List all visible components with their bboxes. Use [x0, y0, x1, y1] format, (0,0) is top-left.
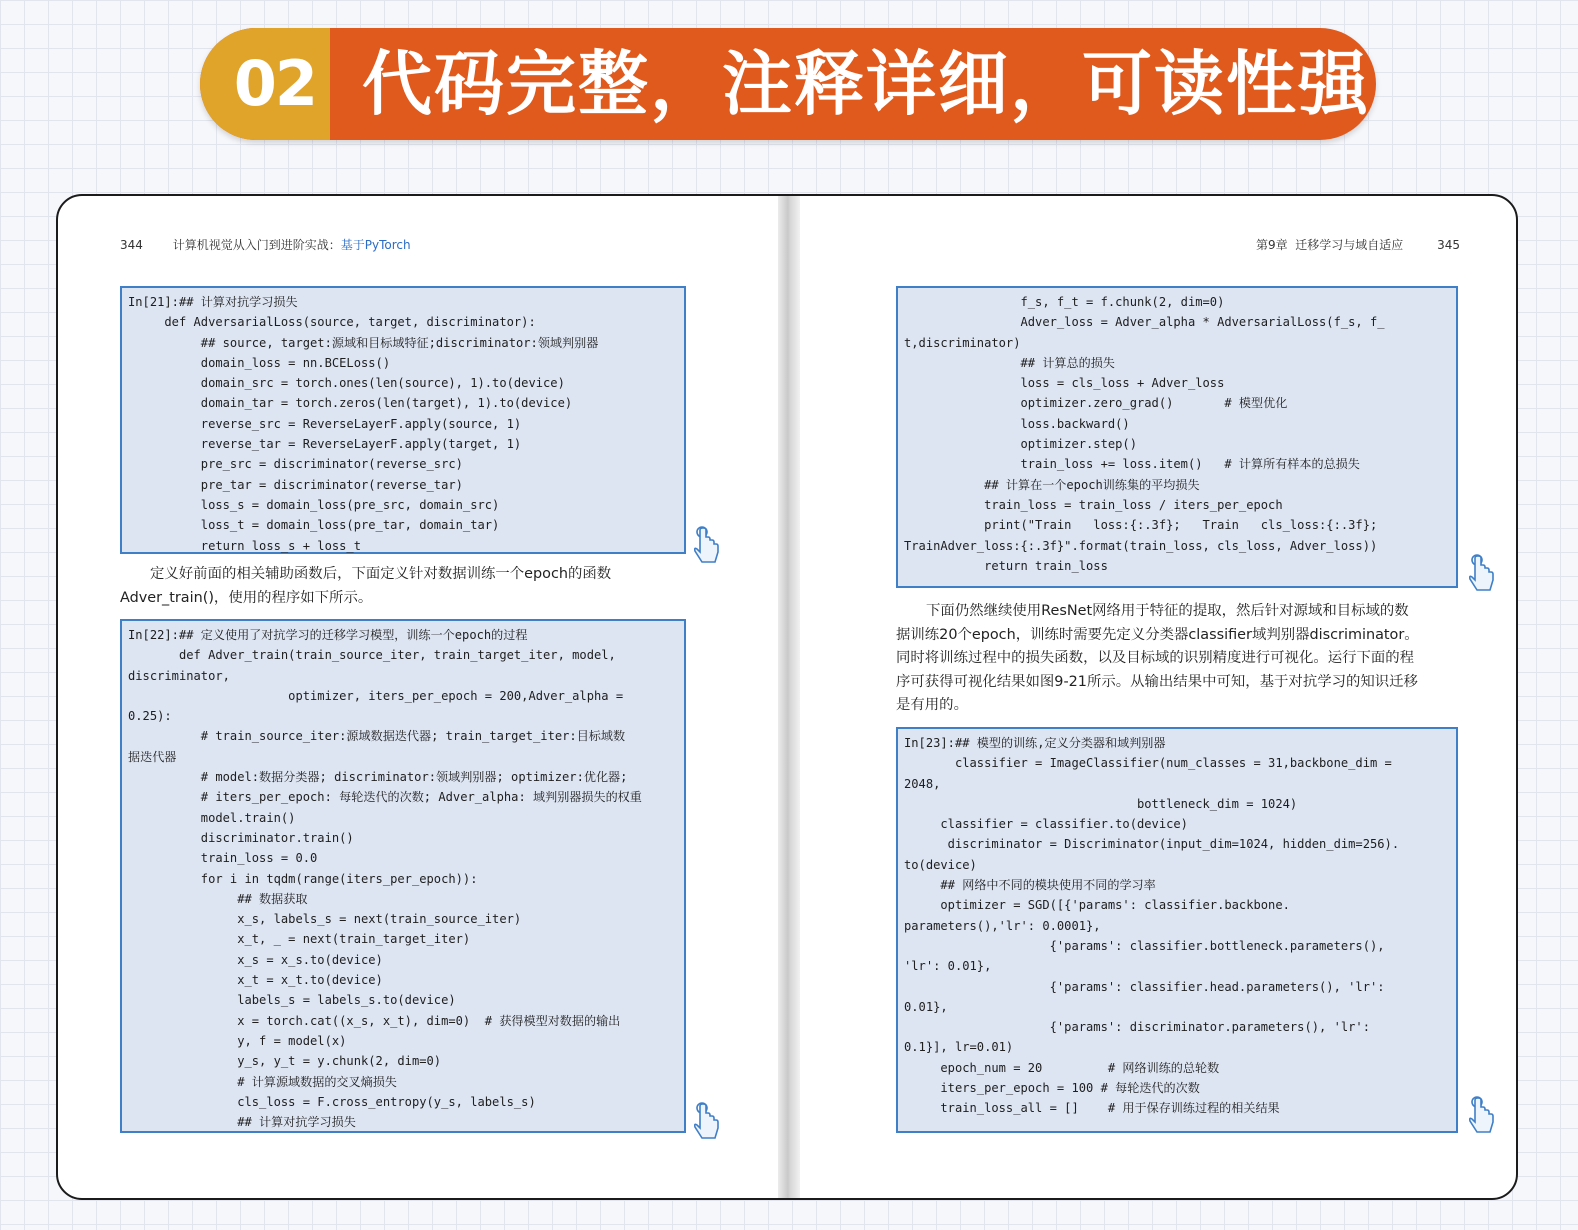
- code-line: x_s = x_s.to(device): [128, 952, 383, 967]
- code-line: bottleneck_dim = 1024): [904, 796, 1298, 811]
- code-line: ## 计算对抗学习损失: [128, 1115, 356, 1130]
- code-line: pre_src = discriminator(reverse_src): [128, 457, 463, 472]
- code-line: Adver_loss = Adver_alpha * AdversarialLoss(f_s, f_: [904, 315, 1385, 330]
- left-prose: [120, 563, 690, 610]
- pointing-hand-icon: [694, 1102, 722, 1146]
- code-line: print("Train loss:{:.3f}; Train cls_loss:{:.3f};: [904, 518, 1378, 533]
- code-line: discriminator = Discriminator(input_dim=1024, hidden_dim=256).: [904, 837, 1400, 852]
- code-line: reverse_tar = ReverseLayerF.apply(target, 1): [128, 437, 522, 452]
- feature-banner: [200, 28, 1376, 140]
- code-block-in21: [120, 286, 686, 554]
- prose-line: 同时将训练过程中的损失函数，以及目标域的识别精度进行可视化。运行下面的程: [896, 650, 1415, 667]
- pointing-hand-icon: [1469, 1096, 1497, 1140]
- code-line: ## 网络中不同的模块使用不同的学习率: [904, 878, 1156, 893]
- code-line: epoch_num = 20 # 网络训练的总轮数: [904, 1060, 1220, 1075]
- code-line: pre_tar = discriminator(reverse_tar): [128, 477, 463, 492]
- prose-line: 定义好前面的相关辅助函数后，下面定义针对数据训练一个epoch的函数: [150, 566, 612, 582]
- code-line: classifier = ImageClassifier(num_classes = 31,backbone_dim =: [904, 756, 1392, 771]
- code-line: ## 数据获取: [128, 891, 308, 906]
- code-line: # model:数据分类器; discriminator:领域判别器; optimizer:优化器;: [128, 770, 628, 785]
- code-line: def Adver_train(train_source_iter, train_target_iter, model,: [128, 648, 616, 663]
- code-line: In[21]:## 计算对抗学习损失: [128, 295, 298, 309]
- prose-line: 序可获得可视化结果如图9-21所示。从输出结果中可知，基于对抗学习的知识迁移: [896, 673, 1418, 690]
- code-line: # train_source_iter:源域数据迭代器; train_target_iter:目标域数: [128, 729, 626, 744]
- prose-line: Adver_train()，使用的程序如下所示。: [120, 589, 373, 606]
- book-spread: [56, 194, 1518, 1200]
- code-line: domain_src = torch.ones(len(source), 1).to(device): [128, 376, 565, 391]
- code-line: ## source, target:源域和目标域特征;discriminator:领域判别器: [128, 335, 599, 350]
- code-line: 0.1}], lr=0.01): [904, 1040, 1014, 1055]
- chapter-title: 迁移学习与域自适应: [1295, 238, 1404, 252]
- code-line: train_loss_all = [] # 用于保存训练过程的相关结果: [904, 1101, 1280, 1116]
- right-page: [800, 196, 1518, 1198]
- code-line: t,discriminator): [904, 335, 1021, 350]
- code-line: ## 计算总的损失: [904, 355, 1115, 370]
- code-line: train_loss += loss.item() # 计算所有样本的总损失: [904, 457, 1360, 472]
- code-line: optimizer.step(): [904, 437, 1137, 452]
- code-line: domain_tar = torch.zeros(len(target), 1).to(device): [128, 396, 573, 411]
- code-line: In[23]:## 模型的训练,定义分类器和域判别器: [904, 736, 1166, 750]
- code-line: classifier = classifier.to(device): [904, 817, 1188, 832]
- code-line: discriminator.train(): [128, 830, 354, 845]
- code-line: for i in tqdm(range(iters_per_epoch)):: [128, 871, 478, 886]
- code-line: optimizer = SGD([{'params': classifier.backbone.: [904, 898, 1290, 913]
- feature-number-badge: 02: [200, 28, 330, 140]
- left-page-number: 344: [120, 238, 143, 252]
- code-line: loss.backward(): [904, 416, 1130, 431]
- code-line: reverse_src = ReverseLayerF.apply(source, 1): [128, 416, 522, 431]
- feature-title: 代码完整，注释详细，可读性强: [362, 43, 1370, 125]
- code-line: domain_loss = nn.BCELoss(): [128, 355, 391, 370]
- code-line: discriminator,: [128, 668, 230, 683]
- prose-line: 据训练20个epoch，训练时需要先定义分类器classifier域判别器discriminator。: [896, 626, 1419, 643]
- code-line: train_loss = 0.0: [128, 851, 318, 866]
- right-page-number: 345: [1437, 238, 1460, 252]
- code-line: x_t = x_t.to(device): [128, 973, 383, 988]
- code-line: def AdversarialLoss(source, target, discriminator):: [128, 315, 536, 330]
- code-line: 据迭代器: [128, 749, 177, 764]
- code-line: return loss_s + loss_t: [128, 538, 361, 553]
- right-page-header: [1256, 236, 1460, 253]
- code-line: iters_per_epoch = 100 # 每轮迭代的次数: [904, 1081, 1200, 1096]
- code-line: x = torch.cat((x_s, x_t), dim=0) # 获得模型对数据的输出: [128, 1013, 621, 1028]
- code-line: optimizer.zero_grad() # 模型优化: [904, 396, 1288, 411]
- code-line: y, f = model(x): [128, 1033, 347, 1048]
- code-line: f_s, f_t = f.chunk(2, dim=0): [904, 295, 1225, 309]
- book-spine: [778, 196, 800, 1198]
- code-line: TrainAdver_loss:{:.3f}".format(train_loss, cls_loss, Adver_loss)): [904, 538, 1378, 553]
- code-line: parameters(),'lr': 0.0001},: [904, 918, 1101, 933]
- code-line: ## 计算在一个epoch训练集的平均损失: [904, 477, 1200, 492]
- code-line: {'params': discriminator.parameters(), 'lr':: [904, 1020, 1370, 1035]
- code-line: model.train(): [128, 810, 296, 825]
- code-line: 2048,: [904, 776, 941, 791]
- pointing-hand-icon: [694, 526, 722, 570]
- code-line: 'lr': 0.01},: [904, 959, 992, 974]
- code-block-in23: [896, 727, 1458, 1133]
- code-block-in22: [120, 619, 686, 1133]
- code-line: x_s, labels_s = next(train_source_iter): [128, 912, 522, 927]
- left-page-header: [120, 236, 411, 253]
- code-line: train_loss = train_loss / iters_per_epoch: [904, 497, 1283, 512]
- pointing-hand-icon: [1469, 554, 1497, 598]
- code-line: {'params': classifier.bottleneck.parameters(),: [904, 938, 1385, 953]
- code-line: loss_s = domain_loss(pre_src, domain_src): [128, 497, 500, 512]
- code-line: {'params': classifier.head.parameters(), 'lr':: [904, 979, 1385, 994]
- code-line: cls_loss = F.cross_entropy(y_s, labels_s): [128, 1094, 536, 1109]
- book-title: 计算机视觉从入门到进阶实战：: [172, 238, 341, 252]
- code-line: loss = cls_loss + Adver_loss: [904, 376, 1225, 391]
- code-line: labels_s = labels_s.to(device): [128, 993, 456, 1008]
- code-line: 0.25):: [128, 709, 172, 724]
- prose-line: 是有用的。: [896, 697, 968, 714]
- code-line: # iters_per_epoch: 每轮迭代的次数; Adver_alpha: 域判别器损失的权重: [128, 790, 642, 805]
- code-line: loss_t = domain_loss(pre_tar, domain_tar): [128, 518, 500, 533]
- left-page: [58, 196, 778, 1198]
- code-line: In[22]:## 定义使用了对抗学习的迁移学习模型，训练一个epoch的过程: [128, 628, 528, 642]
- code-line: 0.01},: [904, 999, 948, 1014]
- book-title-accent: 基于PyTorch: [340, 238, 411, 252]
- code-line: y_s, y_t = y.chunk(2, dim=0): [128, 1054, 442, 1069]
- right-prose: [896, 600, 1462, 718]
- code-line: x_t, _ = next(train_target_iter): [128, 932, 471, 947]
- code-block-continued: [896, 286, 1458, 588]
- code-line: return train_loss: [904, 558, 1108, 573]
- code-line: optimizer, iters_per_epoch = 200,Adver_alpha =: [128, 688, 624, 703]
- chapter-number: 第9章: [1255, 238, 1288, 252]
- prose-line: 下面仍然继续使用ResNet网络用于特征的提取，然后针对源域和目标域的数: [926, 603, 1409, 619]
- code-line: to(device): [904, 857, 977, 872]
- code-line: # 计算源域数据的交叉熵损失: [128, 1074, 397, 1089]
